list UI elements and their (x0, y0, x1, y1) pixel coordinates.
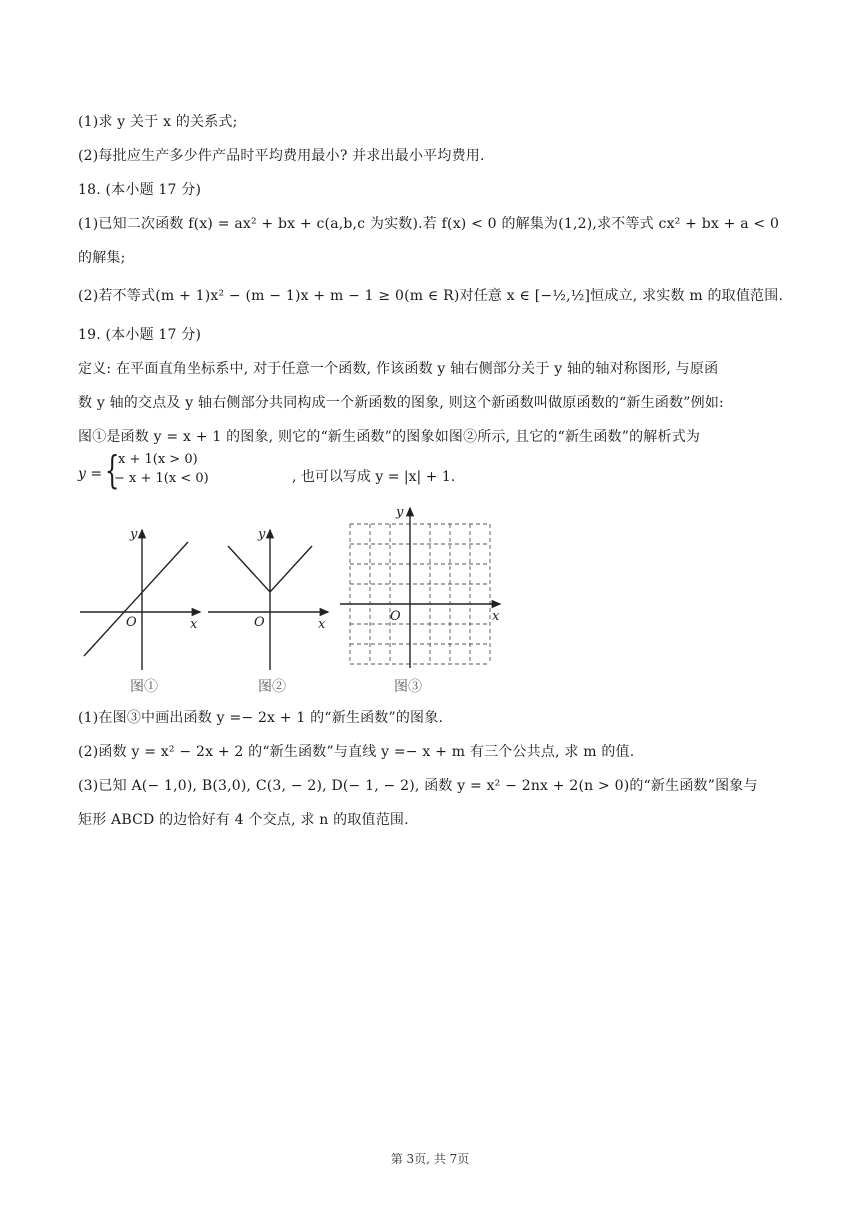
origin-label-3: O (390, 609, 401, 624)
line-y-eq-x-plus-1 (84, 542, 188, 656)
x-axis-label-1: x (190, 617, 198, 632)
y-axis-label-1: y (130, 527, 138, 542)
figure-3-caption: 图③ (394, 679, 422, 695)
origin-label-2: O (254, 615, 265, 630)
piecewise-tail: , 也可以写成 y = |x| + 1. (292, 469, 456, 485)
figure-3-grid (340, 505, 500, 668)
q19-heading: 19. (本小题 17 分) (78, 327, 202, 343)
q19-part3: (3)已知 A(− 1,0), B(3,0), C(3, − 2), D(− 1, − 2), 函数 y = x² − 2nx + 2(n > 0)的“新生函数”图象与 (78, 778, 758, 794)
figure-2-caption: 图② (258, 679, 286, 695)
x-axis-label-3: x (492, 609, 500, 624)
figure-2 (208, 527, 328, 670)
q17-part1: (1)求 y 关于 x 的关系式; (78, 114, 238, 130)
piecewise-formula (78, 448, 456, 496)
q19-part1: (1)在图③中画出函数 y =− 2x + 1 的“新生函数”的图象. (78, 710, 444, 726)
piecewise-lhs: y = (78, 466, 103, 482)
q17-part2: (2)每批应生产多少件产品时平均费用最小? 并求出最小平均费用. (78, 148, 485, 164)
q18-part1: (1)已知二次函数 f(x) = ax² + bx + c(a,b,c 为实数).若 f(x) < 0 的解集为(1,2),求不等式 cx² + bx + a < 0 (78, 216, 780, 232)
y-axis-label-3: y (396, 505, 404, 520)
brace-symbol: { (104, 448, 120, 492)
figures-group (70, 498, 530, 698)
figure-1 (80, 527, 200, 670)
page-footer: 第 3页, 共 7页 (390, 1152, 470, 1166)
q19-part2: (2)函数 y = x² − 2x + 2 的“新生函数”与直线 y =− x + m 有三个公共点, 求 m 的值. (78, 744, 635, 760)
q18-part2: (2)若不等式(m + 1)x² − (m − 1)x + m − 1 ≥ 0(m ∈ R)对任意 x ∈ [−½,½]恒成立, 求实数 m 的取值范围. (78, 288, 784, 304)
q19-definition-line3: 图①是函数 y = x + 1 的图象, 则它的“新生函数”的图象如图②所示, 且它的“新生函数”的解析式为 (78, 429, 701, 445)
y-axis-label-2: y (258, 527, 266, 542)
q19-definition-line2: 数 y 轴的交点及 y 轴右侧部分共同构成一个新函数的图象, 则这个新函数叫做原函数的“新生函数”例如: (78, 395, 724, 411)
x-axis-label-2: x (318, 617, 326, 632)
piecewise-case-1: x + 1(x > 0) (118, 452, 198, 467)
q18-part1-cont: 的解集; (78, 250, 126, 266)
q19-part3-cont: 矩形 ABCD 的边恰好有 4 个交点, 求 n 的取值范围. (78, 812, 409, 828)
q19-definition-line1: 定义: 在平面直角坐标系中, 对于任意一个函数, 作该函数 y 轴右侧部分关于 y 轴的轴对称图形, 与原函 (78, 361, 719, 377)
q18-heading: 18. (本小题 17 分) (78, 182, 202, 198)
piecewise-case-2: − x + 1(x < 0) (114, 471, 209, 486)
origin-label-1: O (126, 615, 137, 630)
figure-1-caption: 图① (130, 679, 158, 695)
